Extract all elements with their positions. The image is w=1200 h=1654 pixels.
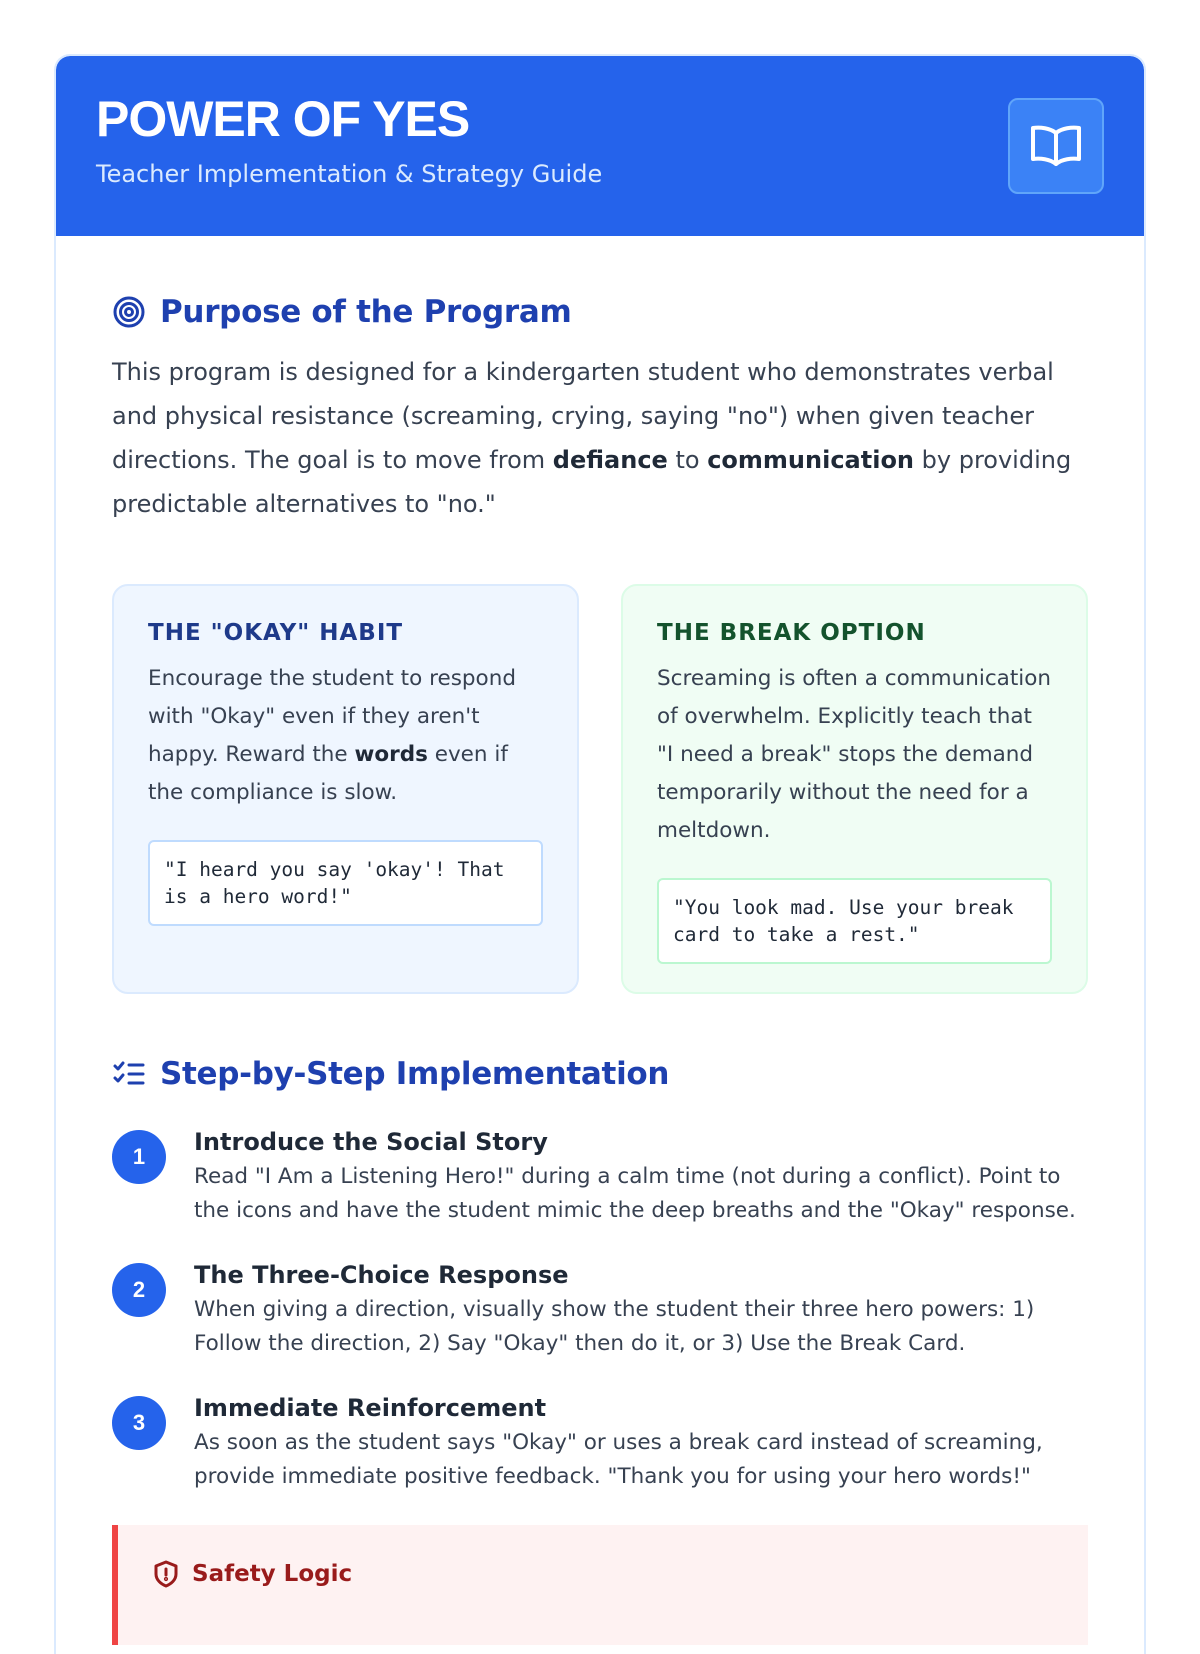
break-option-title: THE BREAK OPTION	[657, 620, 926, 646]
target-icon	[112, 295, 146, 329]
strategy-cards	[112, 584, 1088, 994]
header-banner	[56, 56, 1144, 236]
step-number-badge: 3	[112, 1396, 166, 1450]
step-title: The Three-Choice Response	[194, 1261, 569, 1289]
purpose-paragraph: This program is designed for a kindergarten student who demonstrates verbal and physical resistance (screaming, crying, saying "no") when given teacher directions. The goal is to move from defiance to communication by providing predictable alternatives to "no."	[112, 358, 1072, 518]
break-option-card	[621, 584, 1088, 994]
step-description: When giving a direction, visually show the student their three hero powers: 1) Follow the direction, 2) Say "Okay" then do it, or 3) Use the Break Card.	[194, 1297, 1035, 1356]
steps-heading-text: Step-by-Step Implementation	[160, 1056, 670, 1092]
safety-title: Safety Logic	[192, 1561, 353, 1587]
purpose-heading	[112, 290, 1088, 334]
steps-list	[112, 1126, 1088, 1494]
book-open-button[interactable]	[1008, 98, 1104, 194]
step-number-badge: 1	[112, 1130, 166, 1184]
okay-habit-body: Encourage the student to respond with "Okay" even if they aren't happy. Reward the words even if the compliance is slow.	[148, 666, 516, 805]
guide-page	[54, 54, 1146, 1654]
step-description: Read "I Am a Listening Hero!" during a calm time (not during a conflict). Point to the icons and have the student mimic the deep breaths and the "Okay" response.	[194, 1164, 1076, 1223]
steps-heading	[112, 1052, 1088, 1096]
step-title: Immediate Reinforcement	[194, 1394, 547, 1422]
okay-habit-card	[112, 584, 579, 994]
book-open-icon	[1030, 123, 1082, 169]
break-option-quote: "You look mad. Use your break card to take a rest."	[657, 878, 1052, 964]
safety-heading	[152, 1559, 1054, 1589]
safety-callout	[112, 1525, 1088, 1645]
page-subtitle: Teacher Implementation & Strategy Guide	[96, 160, 603, 188]
okay-habit-title: THE "OKAY" HABIT	[148, 620, 404, 646]
emphasis-defiance: defiance	[552, 446, 668, 474]
shield-icon	[152, 1559, 180, 1589]
emphasis-communication: communication	[707, 446, 915, 474]
okay-habit-quote: "I heard you say 'okay'! That is a hero word!"	[148, 840, 543, 926]
break-option-body: Screaming is often a communication of overwhelm. Explicitly teach that "I need a break" stops the demand temporarily without the need for a meltdown.	[657, 666, 1052, 843]
checklist-icon	[112, 1059, 146, 1089]
purpose-heading-text: Purpose of the Program	[160, 294, 572, 330]
step-description: As soon as the student says "Okay" or uses a break card instead of screaming, provide immediate positive feedback. "Thank you for using your hero words!"	[194, 1430, 1043, 1489]
page-title: POWER OF YES	[96, 91, 470, 147]
step-item	[112, 1392, 1088, 1494]
step-title: Introduce the Social Story	[194, 1128, 548, 1156]
step-item	[112, 1259, 1088, 1361]
step-item	[112, 1126, 1088, 1228]
step-number-badge: 2	[112, 1263, 166, 1317]
